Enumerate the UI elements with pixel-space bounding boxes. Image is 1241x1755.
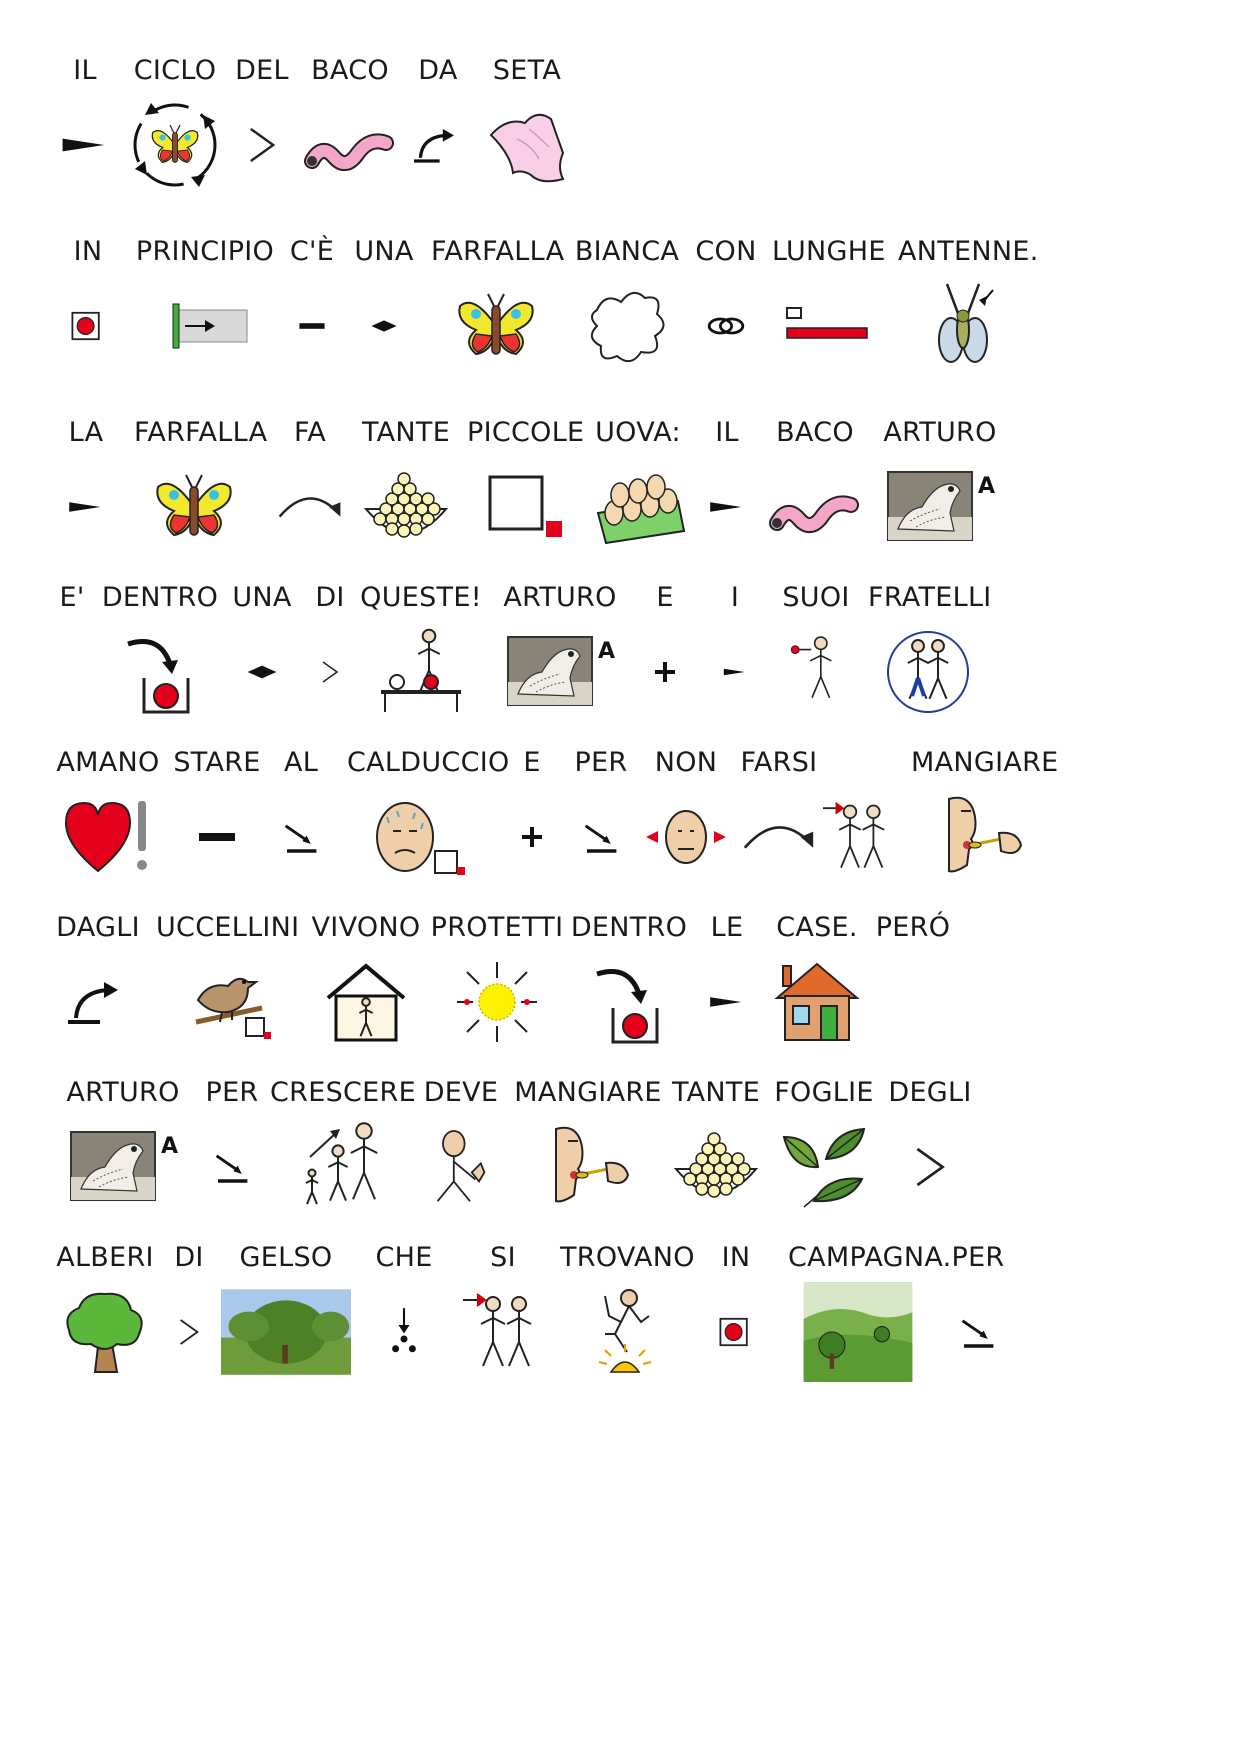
- word-label: STARE: [173, 747, 261, 778]
- word-label: LE: [710, 912, 744, 943]
- symbol-card: [636, 747, 736, 907]
- word-label: FRATELLI: [868, 582, 992, 613]
- dot-in-box-icon: [58, 276, 118, 376]
- word-label: ARTURO: [883, 417, 997, 448]
- word-label: DENTRO: [101, 582, 219, 613]
- word-label: ALBERI: [56, 1242, 154, 1273]
- article-arrow-icon: [715, 622, 755, 722]
- sentence-row: [0, 236, 1241, 396]
- symbol-card: [868, 582, 992, 742]
- symbol-card: [45, 55, 125, 215]
- word-label: C'È: [289, 236, 335, 267]
- word-label: FA: [293, 417, 327, 448]
- symbol-card: [564, 912, 694, 1072]
- symbol-card: [159, 1242, 219, 1402]
- sentence-row: [0, 1242, 1241, 1402]
- symbol-card: [351, 417, 461, 577]
- word-label: CAMPAGNA.: [788, 1242, 952, 1273]
- long-bar-icon: [772, 276, 882, 376]
- word-label: TANTE: [361, 417, 451, 448]
- symbol-card: [347, 747, 510, 907]
- word-label: DI: [315, 582, 345, 613]
- symbol-card: [814, 747, 904, 907]
- two-people-arrow-icon: [814, 787, 904, 887]
- word-label: I: [730, 582, 740, 613]
- chevron-right-icon: [885, 1117, 975, 1217]
- symbol-card: [560, 1242, 695, 1402]
- dot-in-box-icon: [706, 1282, 766, 1382]
- word-label: E: [656, 582, 674, 613]
- symbol-card: [507, 747, 557, 907]
- symbol-card: [760, 417, 870, 577]
- silkworm-photo-a-icon: [48, 1117, 198, 1217]
- word-label: LA: [68, 417, 104, 448]
- symbol-card: [472, 55, 582, 215]
- symbol-card: [135, 236, 275, 396]
- symbol-card: [706, 1242, 766, 1402]
- word-label: PER: [574, 747, 628, 778]
- word-label: NON: [654, 747, 718, 778]
- symbol-card: [453, 1242, 553, 1402]
- arrow-to-bar-icon: [943, 1282, 1013, 1382]
- symbol-card: [270, 417, 350, 577]
- word-label: IN: [73, 236, 103, 267]
- eating-icon: [513, 1117, 663, 1217]
- symbol-card: [467, 417, 585, 577]
- into-box-icon: [564, 952, 694, 1052]
- bowl-of-many-icon: [351, 457, 461, 557]
- tree-icon: [55, 1282, 155, 1382]
- word-label: E': [59, 582, 85, 613]
- sentence-row: [0, 55, 1241, 215]
- curved-arrow-up-icon: [48, 952, 148, 1052]
- eating-icon: [911, 787, 1051, 887]
- word-label: CASE.: [776, 912, 858, 943]
- two-people-arrow-icon: [453, 1282, 553, 1382]
- dash-icon: [277, 276, 347, 376]
- person-pointing-icon: [351, 622, 491, 722]
- word-label: FARFALLA: [134, 417, 268, 448]
- symbol-card: [566, 747, 636, 907]
- symbol-card: [222, 55, 302, 215]
- word-label: ANTENNE.: [898, 236, 1039, 267]
- silk-cloth-icon: [472, 95, 582, 195]
- growing-people-icon: [270, 1117, 410, 1217]
- worm-icon: [760, 457, 870, 557]
- symbol-card: [572, 236, 682, 396]
- symbol-card: [295, 55, 405, 215]
- word-label: IL: [715, 417, 739, 448]
- egg-tray-icon: [578, 457, 698, 557]
- word-label: CON: [695, 236, 757, 267]
- head-shake-icon: [636, 787, 736, 887]
- symbol-card: [52, 582, 92, 742]
- word-label: AMANO: [56, 747, 160, 778]
- symbol-card: [398, 55, 478, 215]
- curved-arrow-icon: [270, 457, 350, 557]
- symbol-card: [885, 1077, 975, 1237]
- word-label: FARSI: [740, 747, 818, 778]
- svg-text:A: A: [978, 474, 996, 499]
- sentence-row: [0, 1077, 1241, 1237]
- symbol-card: [270, 1077, 416, 1237]
- person-his-icon: [776, 622, 856, 722]
- word-label: ARTURO: [66, 1077, 180, 1108]
- word-label: BACO: [311, 55, 389, 86]
- symbol-card: [221, 1242, 351, 1402]
- article-arrow-icon: [697, 457, 757, 557]
- word-label: TANTE: [671, 1077, 761, 1108]
- svg-text:A: A: [598, 639, 616, 664]
- word-label: DEGLI: [888, 1077, 972, 1108]
- insect-antennae-icon: [898, 276, 1028, 376]
- word-label: PERÓ: [875, 912, 951, 943]
- word-label: SUOI: [782, 582, 850, 613]
- symbol-card: [311, 912, 421, 1072]
- word-label: ARTURO: [503, 582, 617, 613]
- arrow-to-bar-icon: [566, 787, 636, 887]
- symbol-card: [277, 236, 347, 396]
- symbol-card: [767, 912, 867, 1072]
- symbol-card: [120, 55, 230, 215]
- sun-protect-icon: [427, 952, 567, 1052]
- word-label: DEL: [235, 55, 289, 86]
- word-label: VIVONO: [311, 912, 421, 943]
- symbol-card: [351, 582, 491, 742]
- hot-face-icon: [347, 787, 487, 887]
- symbol-card: [943, 1242, 1013, 1402]
- word-label: MANGIARE: [911, 747, 1059, 778]
- word-label: LUNGHE: [772, 236, 886, 267]
- countryside-icon: [788, 1282, 928, 1382]
- symbol-card: [788, 1242, 952, 1402]
- word-label: UNA: [232, 582, 292, 613]
- curved-arrow-up-icon: [398, 95, 478, 195]
- arrow-to-bar-icon: [266, 787, 336, 887]
- word-label: PER: [205, 1077, 259, 1108]
- chevron-right-icon: [222, 95, 302, 195]
- symbol-card: [490, 582, 630, 742]
- symbol-card: [305, 582, 355, 742]
- word-label: CHE: [375, 1242, 433, 1273]
- silkworm-photo-a-icon: [860, 457, 1020, 557]
- word-label: BACO: [776, 417, 854, 448]
- word-label: CRESCERE: [270, 1077, 416, 1108]
- arrow-dots-icon: [369, 1282, 439, 1382]
- symbol-card: [697, 912, 757, 1072]
- butterfly-icon: [431, 276, 561, 376]
- heart-exclaim-icon: [48, 787, 168, 887]
- small-bird-icon: [156, 952, 296, 1052]
- symbol-card: [691, 236, 761, 396]
- symbol-card: [369, 1242, 439, 1402]
- symbol-card: [911, 747, 1059, 907]
- word-label: CICLO: [133, 55, 217, 86]
- mulberry-photo-icon: [221, 1282, 351, 1382]
- start-bar-icon: [135, 276, 275, 376]
- symbol-card: [48, 912, 148, 1072]
- word-label: E: [523, 747, 541, 778]
- word-label: PER: [951, 1242, 1005, 1273]
- word-label: FOGLIE: [774, 1077, 874, 1108]
- svg-text:A: A: [161, 1134, 179, 1159]
- person-finds-icon: [560, 1282, 690, 1382]
- symbol-card: [431, 236, 565, 396]
- chevron-right-icon: [159, 1282, 219, 1382]
- sentence-row: [0, 582, 1241, 742]
- word-label: SETA: [492, 55, 562, 86]
- symbol-card: [860, 417, 1020, 577]
- article-arrow-icon: [45, 95, 125, 195]
- symbol-card: [156, 912, 300, 1072]
- symbol-card: [56, 417, 116, 577]
- word-label: DI: [174, 1242, 204, 1273]
- word-label: PICCOLE: [467, 417, 585, 448]
- rings-icon: [691, 276, 761, 376]
- bowl-of-many-icon: [666, 1117, 766, 1217]
- word-label: TROVANO: [560, 1242, 695, 1273]
- symbol-card: [48, 1077, 198, 1237]
- brothers-circle-icon: [868, 622, 988, 722]
- word-label: QUESTE!: [360, 582, 482, 613]
- word-label: UOVA:: [595, 417, 681, 448]
- symbol-card: [222, 582, 302, 742]
- sentence-row: [0, 747, 1241, 907]
- symbol-card: [898, 236, 1039, 396]
- symbol-card: [95, 582, 225, 742]
- symbol-card: [167, 747, 267, 907]
- symbol-card: [197, 1077, 267, 1237]
- word-label: DAGLI: [56, 912, 140, 943]
- symbol-card: [134, 417, 268, 577]
- butterfly-icon: [134, 457, 254, 557]
- symbol-card: [55, 1242, 155, 1402]
- symbol-card: [715, 582, 755, 742]
- word-label: PRINCIPIO: [135, 236, 275, 267]
- plus-icon: [640, 622, 690, 722]
- person-must-icon: [416, 1117, 506, 1217]
- word-label: DA: [418, 55, 458, 86]
- symbol-card: [772, 236, 886, 396]
- symbol-card: [640, 582, 690, 742]
- word-label: SI: [490, 1242, 516, 1273]
- chevron-right-icon: [305, 622, 355, 722]
- article-arrow-icon: [697, 952, 757, 1052]
- word-label: DENTRO: [570, 912, 688, 943]
- symbol-card: [734, 747, 824, 907]
- leaves-icon: [764, 1117, 884, 1217]
- word-label: BIANCA: [574, 236, 680, 267]
- word-label: FARFALLA: [431, 236, 565, 267]
- word-label: CALDUCCIO: [347, 747, 510, 778]
- worm-icon: [295, 95, 405, 195]
- sentence-row: [0, 912, 1241, 1072]
- curved-arrow-icon: [734, 787, 824, 887]
- person-in-house-icon: [311, 952, 421, 1052]
- symbol-card: [266, 747, 336, 907]
- sentence-row: [0, 417, 1241, 577]
- silkworm-photo-a-icon: [490, 622, 630, 722]
- diamond-icon: [222, 622, 302, 722]
- into-box-icon: [95, 622, 225, 722]
- dash-icon: [167, 787, 267, 887]
- white-splat-icon: [572, 276, 682, 376]
- symbol-card: [868, 912, 958, 1072]
- symbol-card: [764, 1077, 884, 1237]
- word-label: GELSO: [239, 1242, 333, 1273]
- word-label: AL: [283, 747, 319, 778]
- article-arrow-icon: [56, 457, 116, 557]
- symbol-card: [513, 1077, 663, 1237]
- small-square-icon: [467, 457, 577, 557]
- symbol-card: [416, 1077, 506, 1237]
- word-label: MANGIARE: [514, 1077, 662, 1108]
- arrow-to-bar-icon: [197, 1117, 267, 1217]
- plus-icon: [507, 787, 557, 887]
- symbol-card: [776, 582, 856, 742]
- symbol-card: [349, 236, 419, 396]
- word-label: IL: [73, 55, 97, 86]
- diamond-icon: [349, 276, 419, 376]
- symbol-card: [666, 1077, 766, 1237]
- word-label: UNA: [354, 236, 414, 267]
- word-label: PROTETTI: [430, 912, 564, 943]
- symbol-card: [58, 236, 118, 396]
- symbol-card: [578, 417, 698, 577]
- symbol-card: [427, 912, 567, 1072]
- symbol-card: [697, 417, 757, 577]
- house-icon: [767, 952, 867, 1052]
- word-label: UCCELLINI: [156, 912, 300, 943]
- symbol-card: [48, 747, 168, 907]
- word-label: IN: [721, 1242, 751, 1273]
- blank-icon: [868, 952, 958, 1052]
- butterfly-cycle-icon: [120, 95, 230, 195]
- blank-icon: [52, 622, 92, 722]
- word-label: DEVE: [423, 1077, 499, 1108]
